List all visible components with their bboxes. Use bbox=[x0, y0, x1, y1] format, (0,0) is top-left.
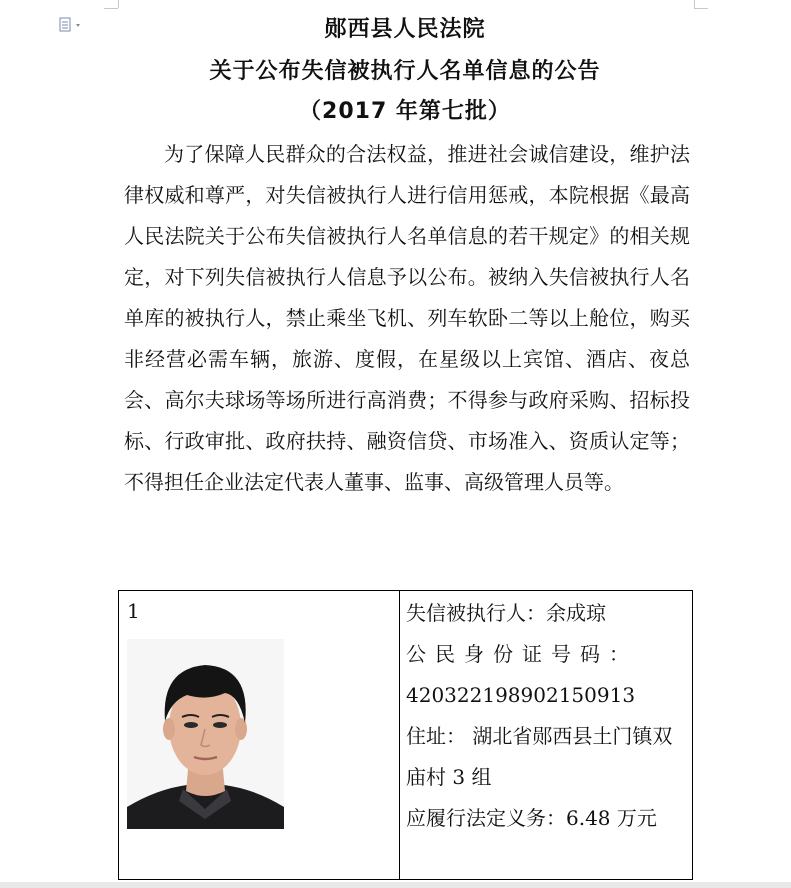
document-icon[interactable] bbox=[58, 16, 84, 34]
notice-title: 关于公布失信被执行人名单信息的公告 bbox=[209, 59, 601, 84]
obligation-amount: 应履行法定义务：6.48 万元 bbox=[406, 806, 657, 830]
debtor-info bbox=[406, 593, 688, 839]
margin-mark-right bbox=[680, 0, 695, 8]
column-divider bbox=[399, 591, 400, 879]
page-bottom-edge bbox=[0, 882, 791, 888]
notice-paragraph: 为了保障人民群众的合法权益，推进社会诚信建设，维护法律权威和尊严，对失信被执行人进行信用惩戒，本院根据《最高人民法院关于公布失信被执行人名单信息的若干规定》的相关规定，对下列失信被执行人信息予以公布。被纳入失信被执行人名单库的被执行人，禁止乘坐飞机、列车软卧二等以上舱位，购买非经营必需车辆，旅游、度假，在星级以上宾馆、酒店、夜总会、高尔夫球场等场所进行高消费；不得参与政府采购、招标投标、行政审批、政府扶持、融资信贷、市场准入、资质认定等；不得担任企业法定代表人董事、监事、高级管理人员等。 bbox=[124, 142, 690, 494]
batch-label: （2017 年第七批） bbox=[299, 99, 511, 124]
debtor-record-table bbox=[118, 590, 693, 880]
address-line-2: 庙村 3 组 bbox=[406, 765, 492, 789]
id-number: 420322198902150913 bbox=[406, 683, 636, 707]
id-number-label: 公民身份证号码： bbox=[406, 642, 638, 666]
address-line-1: 住址： 湖北省郧西县土门镇双 bbox=[406, 724, 673, 748]
margin-mark-right-h bbox=[694, 8, 708, 10]
court-name: 郧西县人民法院 bbox=[324, 17, 486, 42]
record-index: 1 bbox=[127, 599, 140, 623]
debtor-photo bbox=[127, 639, 284, 829]
margin-mark-left bbox=[118, 0, 133, 8]
margin-mark-left-h bbox=[104, 8, 118, 10]
debtor-name: 失信被执行人：余成琼 bbox=[406, 601, 606, 625]
